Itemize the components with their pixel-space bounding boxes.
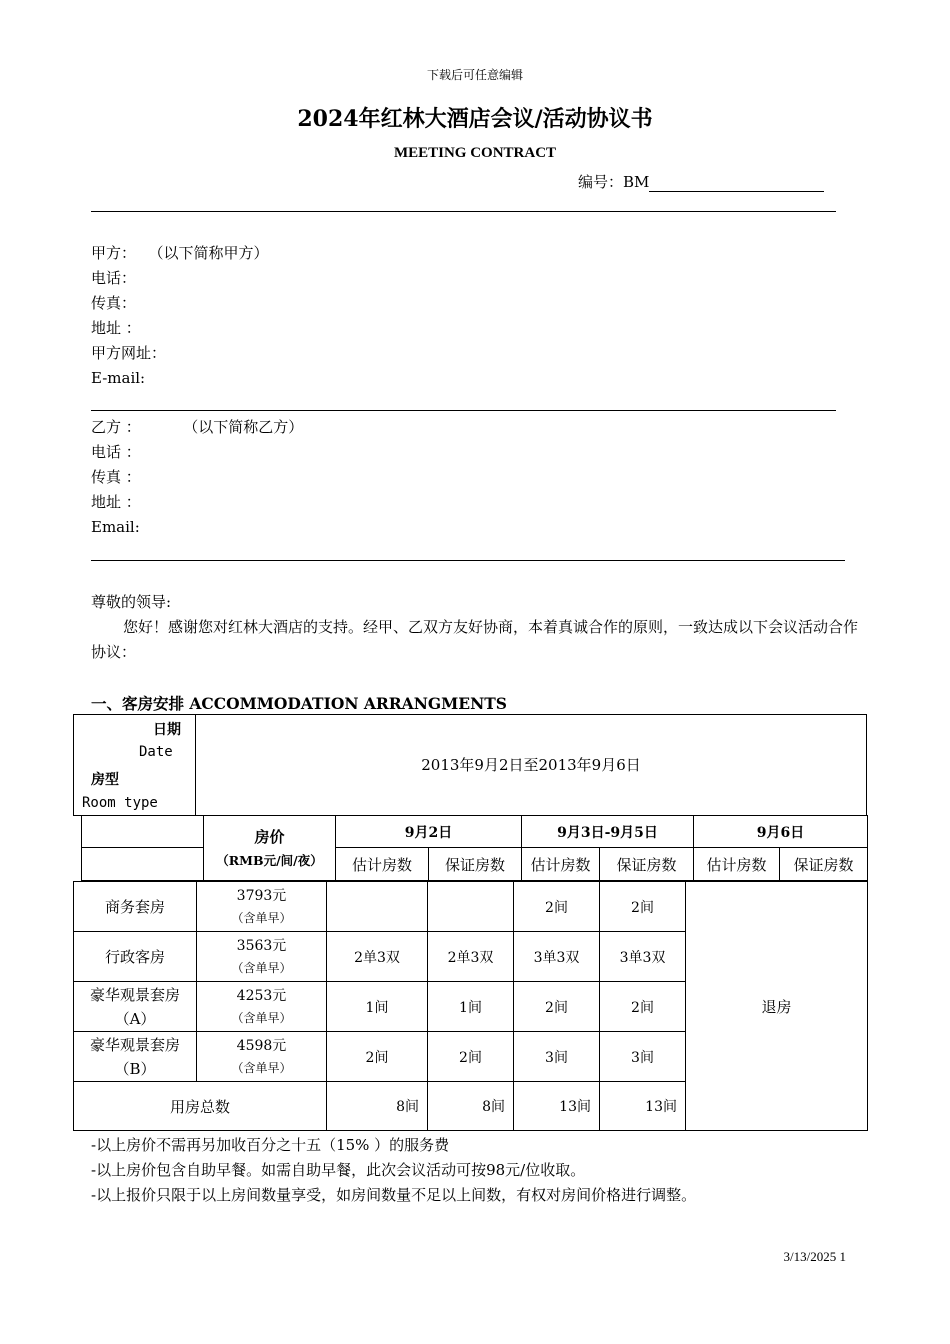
divider: [91, 410, 836, 411]
corner-room-cn: 房型: [91, 772, 119, 788]
room-type: 豪华观景套房（A）: [74, 982, 197, 1032]
party-b-name: 乙方 ： （以下简称乙方）: [91, 418, 304, 436]
notes: [91, 1133, 696, 1208]
letter: [91, 590, 866, 665]
note-item: -以上房价包含自助早餐。如需自助早餐，此次会议活动可按98元/位收取。: [91, 1161, 586, 1179]
checkout-cell: 退房: [686, 882, 868, 1131]
room-count: 3间: [600, 1032, 686, 1082]
room-type: 豪华观景套房（B）: [74, 1032, 197, 1082]
divider: [91, 560, 845, 561]
total-label: 用房总数: [74, 1082, 327, 1131]
party-a-fax: 传真：: [91, 294, 137, 312]
note-item: -以上报价只限于以上房间数量享受，如房间数量不足以上间数，有权对房间价格进行调整。: [91, 1186, 697, 1204]
table-header-frame: [73, 714, 867, 816]
corner-room-en: Room type: [82, 795, 158, 811]
section-title: 一、客房安排 ACCOMMODATION ARRANGMENTS: [91, 694, 507, 713]
room-count: 2间: [600, 982, 686, 1032]
room-price: 3563元 （含单早）: [197, 932, 327, 982]
letter-greeting: 尊敬的领导:: [91, 593, 172, 611]
room-count: 3单3双: [514, 932, 600, 982]
contract-number-blank: [649, 177, 824, 192]
party-b-address: 地址 ：: [91, 493, 141, 511]
sub-header: 保证房数: [780, 848, 868, 881]
note-item: -以上房价不需再另加收百分之十五（15% ）的服务费: [91, 1136, 450, 1154]
day-group-3: 9月6日: [694, 816, 868, 848]
corner-date-cn: 日期: [153, 722, 181, 738]
party-a-website: 甲方网址：: [91, 344, 167, 362]
party-b-email: Email:: [91, 518, 140, 536]
total-count: 8间: [428, 1082, 514, 1131]
contract-number-label: 编号：BM: [578, 173, 650, 191]
room-count: 2间: [428, 1032, 514, 1082]
date-range: 2013年9月2日至2013年9月6日: [421, 756, 641, 774]
page-footer: 3/13/2025 1: [783, 1249, 846, 1264]
room-count: 1间: [327, 982, 428, 1032]
divider: [91, 211, 836, 212]
party-b-block: [91, 415, 303, 540]
room-type: 行政客房: [74, 932, 197, 982]
party-a-block: [91, 241, 269, 391]
subheader-table: [81, 815, 868, 881]
room-count: 2间: [327, 1032, 428, 1082]
total-count: 13间: [514, 1082, 600, 1131]
room-price: 3793元 （含单早）: [197, 882, 327, 932]
room-count: 2单3双: [327, 932, 428, 982]
party-b-phone: 电话 ：: [91, 443, 141, 461]
sub-header: 估计房数: [522, 848, 600, 881]
room-count: 2间: [514, 982, 600, 1032]
total-count: 8间: [327, 1082, 428, 1131]
contract-number: [578, 171, 824, 192]
page-subtitle: MEETING CONTRACT: [393, 145, 557, 161]
party-a-name: 甲方： （以下简称甲方）: [91, 244, 269, 262]
party-a-email: E-mail:: [91, 369, 146, 387]
room-type: 商务套房: [74, 882, 197, 932]
corner-date-en: Date: [139, 744, 173, 760]
room-count: 3单3双: [600, 932, 686, 982]
day-group-2: 9月3日-9月5日: [522, 816, 694, 848]
sub-header: 保证房数: [429, 848, 522, 881]
party-b-fax: 传真 ：: [91, 468, 141, 486]
blank-cell: [82, 816, 204, 848]
table-row: [74, 882, 868, 932]
price-header: 房价 （RMB元/间/夜）: [204, 816, 336, 881]
room-count: [327, 882, 428, 932]
room-count: 2单3双: [428, 932, 514, 982]
room-price: 4598元 （含单早）: [197, 1032, 327, 1082]
day-group-1: 9月2日: [336, 816, 522, 848]
room-count: 1间: [428, 982, 514, 1032]
party-a-address: 地址 ：: [91, 319, 141, 337]
page-title: 2024年红林大酒店会议/活动协议书: [297, 106, 653, 132]
room-count: 2间: [600, 882, 686, 932]
letter-body: 您好！感谢您对红林大酒店的支持。经甲、乙双方友好协商，本着真诚合作的原则，一致达成以下会议活动合作协议：: [91, 618, 859, 661]
sub-header: 估计房数: [694, 848, 780, 881]
room-price: 4253元 （含单早）: [197, 982, 327, 1032]
top-note: 下载后可任意编辑: [426, 68, 523, 82]
sub-header: 保证房数: [600, 848, 694, 881]
room-count: 2间: [514, 882, 600, 932]
room-count: 3间: [514, 1032, 600, 1082]
total-count: 13间: [600, 1082, 686, 1131]
blank-cell: [82, 848, 204, 881]
room-table: [73, 881, 868, 1131]
party-a-phone: 电话：: [91, 269, 137, 287]
sub-header: 估计房数: [336, 848, 429, 881]
room-count: [428, 882, 514, 932]
